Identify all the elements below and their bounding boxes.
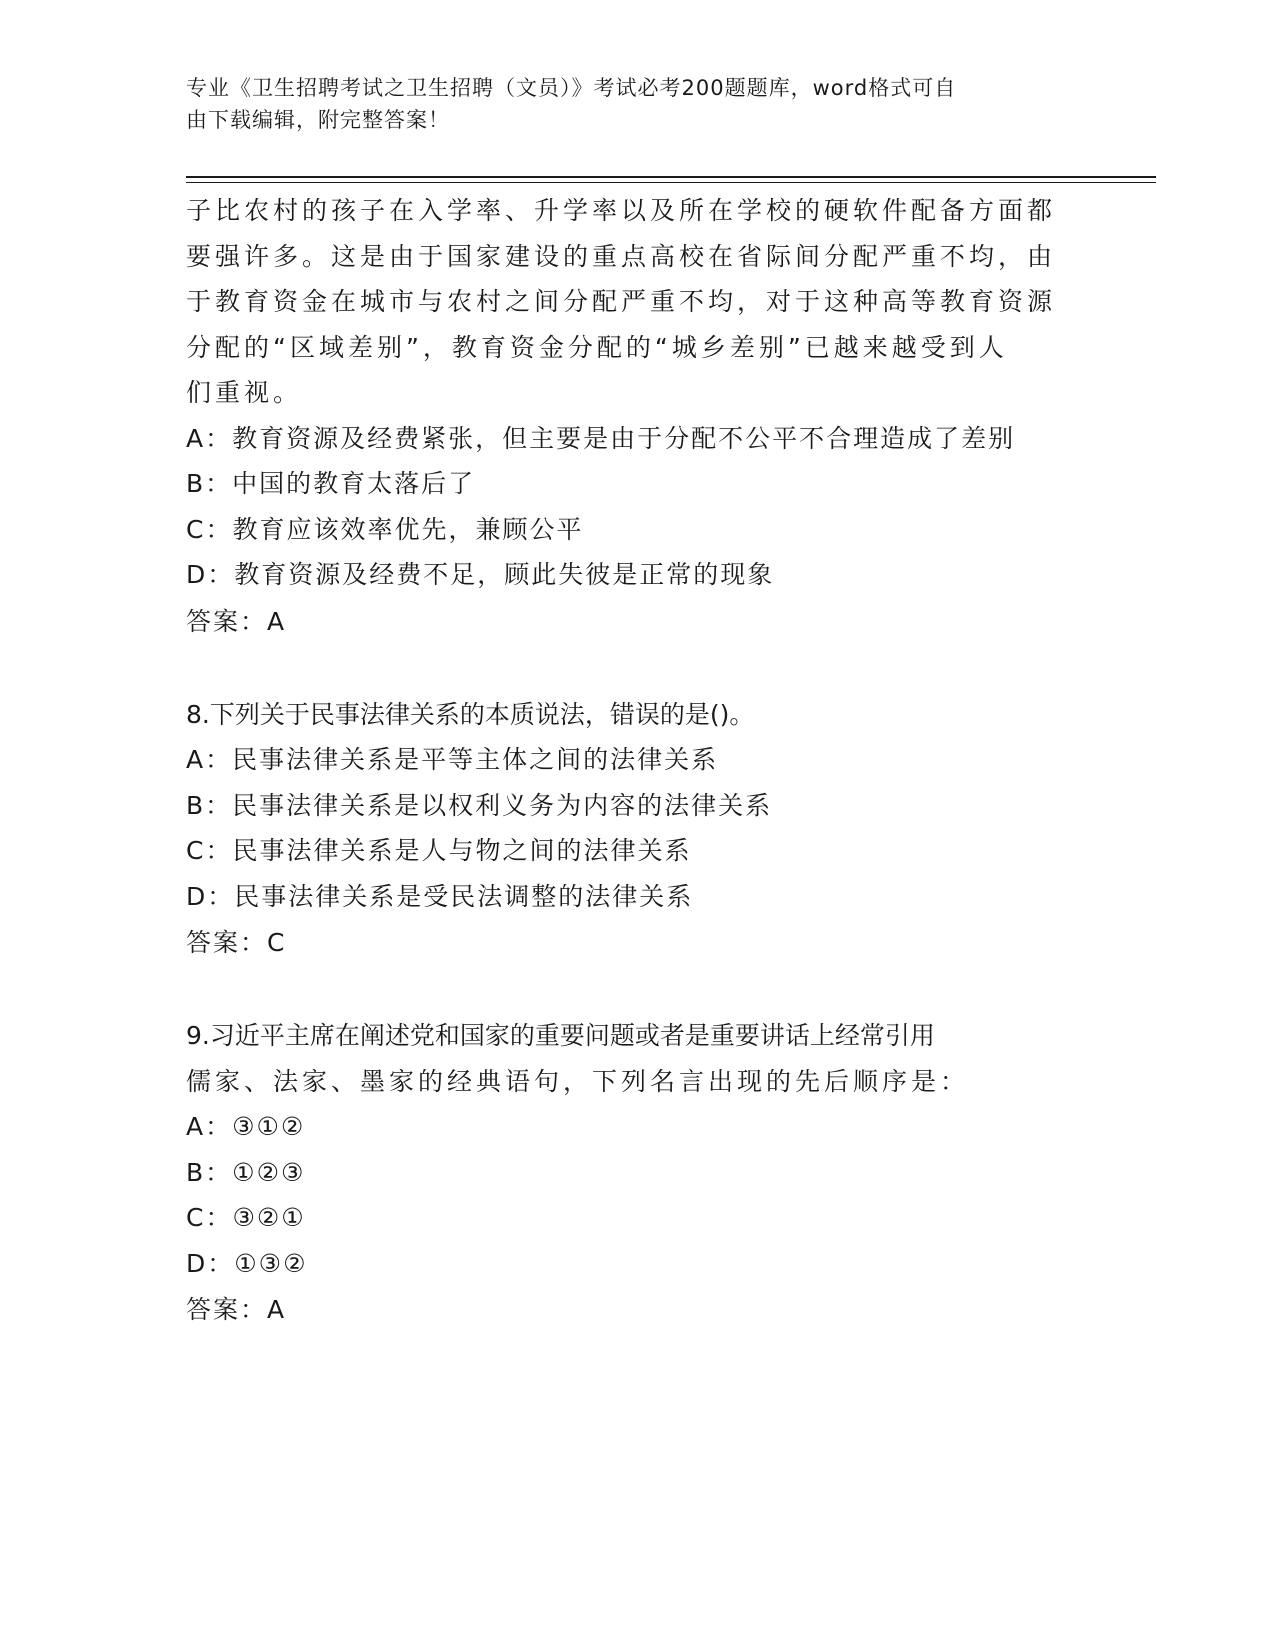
answer-label: 答案：C bbox=[186, 928, 287, 957]
option-d: D：①③② bbox=[186, 1248, 308, 1278]
answer-label: 答案：A bbox=[186, 606, 287, 636]
option-c: C：民事法律关系是人与物之间的法律关系 bbox=[186, 836, 692, 865]
option-b: B：中国的教育太落后了 bbox=[186, 469, 476, 498]
question-stem-continued: 儒家、法家、墨家的经典语句，下列名言出现的先后顺序是： bbox=[186, 1066, 970, 1096]
question-stem: 8.下列关于民事法律关系的本质说法，错误的是()。 bbox=[186, 699, 755, 729]
spacer bbox=[186, 646, 1086, 692]
header-title-line-1: 专业《卫生招聘考试之卫生招聘（文员）》考试必考200题题库，word格式可自 bbox=[186, 76, 957, 100]
passage-line: 子比农村的孩子在入学率、升学率以及所在学校的硬软件配备方面都 bbox=[186, 196, 1057, 225]
answer-label: 答案：A bbox=[186, 1295, 287, 1324]
header-divider-thin bbox=[186, 182, 1156, 183]
question-8-block bbox=[186, 692, 1086, 968]
option-b: B：民事法律关系是以权利义务为内容的法律关系 bbox=[186, 790, 773, 820]
option-d: D：教育资源及经费不足，顾此失彼是正常的现象 bbox=[186, 560, 775, 589]
option-b: B：①②③ bbox=[186, 1157, 306, 1187]
option-d: D：民事法律关系是受民法调整的法律关系 bbox=[186, 881, 694, 911]
option-a: A：教育资源及经费紧张，但主要是由于分配不公平不合理造成了差别 bbox=[186, 423, 1016, 453]
option-a: A：民事法律关系是平等主体之间的法律关系 bbox=[186, 745, 719, 774]
document-body bbox=[186, 188, 1086, 1334]
passage-line: 们重视。 bbox=[186, 378, 303, 407]
question-stem: 9.习近平主席在阐述党和国家的重要问题或者是重要讲话上经常引用 bbox=[186, 1021, 935, 1050]
passage-block bbox=[186, 188, 1086, 646]
header-divider-thick bbox=[186, 176, 1156, 178]
option-c: C：教育应该效率优先，兼顾公平 bbox=[186, 514, 584, 544]
passage-line: 分配的“区域差别”，教育资金分配的“城乡差别”已越来越受到人 bbox=[186, 332, 1008, 362]
option-a: A：③①② bbox=[186, 1112, 306, 1141]
passage-line: 要强许多。这是由于国家建设的重点高校在省际间分配严重不均，由 bbox=[186, 241, 1057, 271]
header-title-line-2: 由下载编辑，附完整答案！ bbox=[186, 108, 450, 132]
document-header bbox=[186, 72, 1066, 136]
option-c: C：③②① bbox=[186, 1203, 306, 1232]
spacer bbox=[186, 967, 1086, 1013]
passage-line: 于教育资金在城市与农村之间分配严重不均，对于这种高等教育资源 bbox=[186, 287, 1057, 316]
question-9-block bbox=[186, 1013, 1086, 1334]
